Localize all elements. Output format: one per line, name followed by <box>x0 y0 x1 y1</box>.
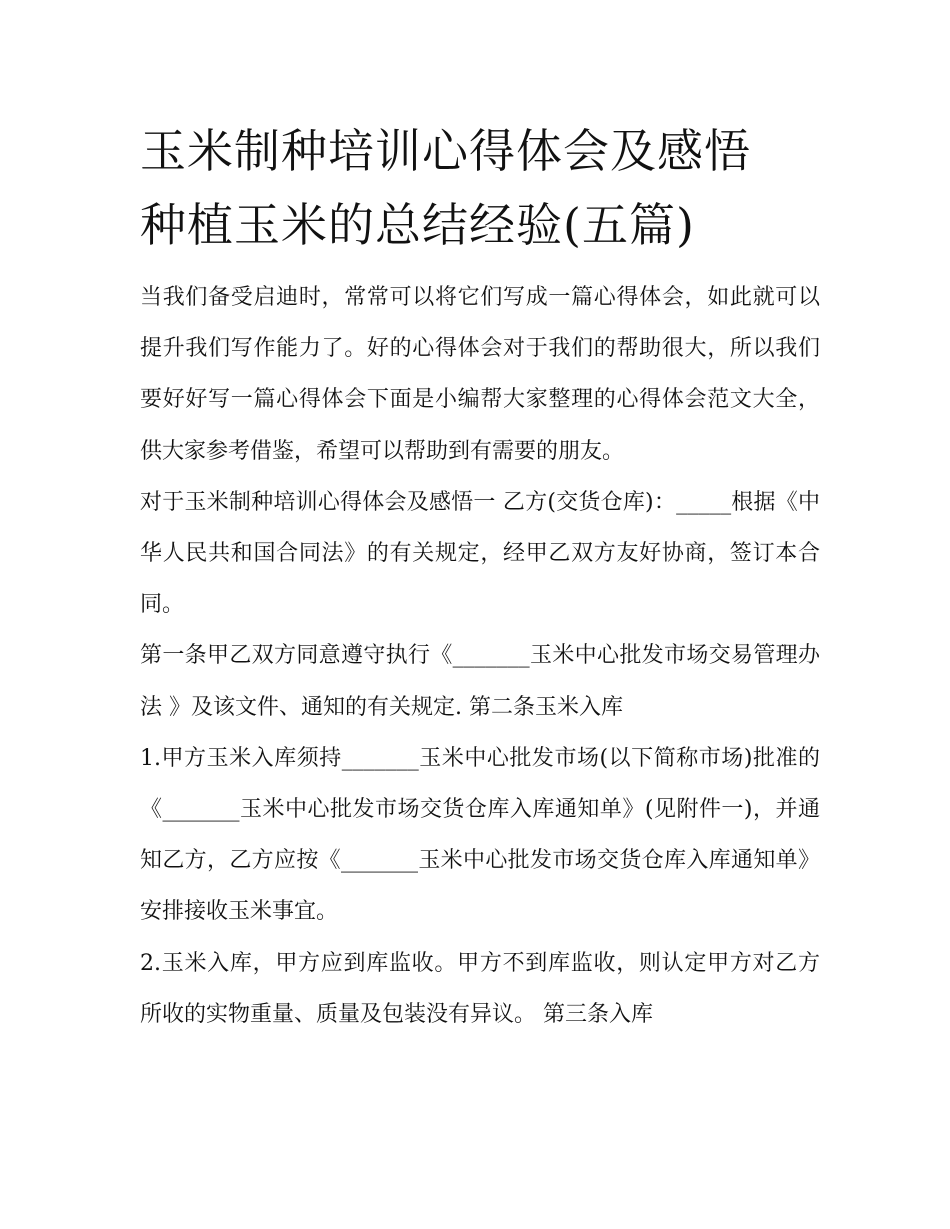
paragraph-clause-2: 2.玉米入库，甲方应到库监收。甲方不到库监收，则认定甲方对乙方所收的实物重量、质量及包装没有异议。 第三条入库 <box>140 950 820 1027</box>
title-line-2: 种植玉米的总结经验(五篇) <box>140 198 695 252</box>
title-line-1: 玉米制种培训心得体会及感悟 <box>140 124 751 178</box>
paragraph-intro: 当我们备受启迪时，常常可以将它们写成一篇心得体会，如此就可以提升我们写作能力了。好的心得体会对于我们的帮助很大，所以我们要好好写一篇心得体会下面是小编帮大家整理的心得体会范文大全，供大家参考借鉴，希望可以帮助到有需要的朋友。 <box>140 285 820 464</box>
paragraph-contract-opening: 对于玉米制种培训心得体会及感悟一 乙方(交货仓库)：_____根据《中华人民共和国合同法》的有关规定，经甲乙双方友好协商，签订本合同。 <box>140 489 820 618</box>
paragraph-article-1: 第一条甲乙双方同意遵守执行《_______玉米中心批发市场交易管理办法 》及该文件、通知的有关规定. 第二条玉米入库 <box>140 643 820 720</box>
document-title <box>140 114 820 262</box>
document-page <box>140 114 820 1040</box>
paragraph-clause-1: 1.甲方玉米入库须持_______玉米中心批发市场(以下简称市场)批准的《_______玉米中心批发市场交货仓库入库通知单》(见附件一)，并通知乙方，乙方应按《_______玉米中心批发市场交货仓库入库通知单》安排接收玉米事宜。 <box>140 745 820 925</box>
document-body <box>140 272 820 1040</box>
